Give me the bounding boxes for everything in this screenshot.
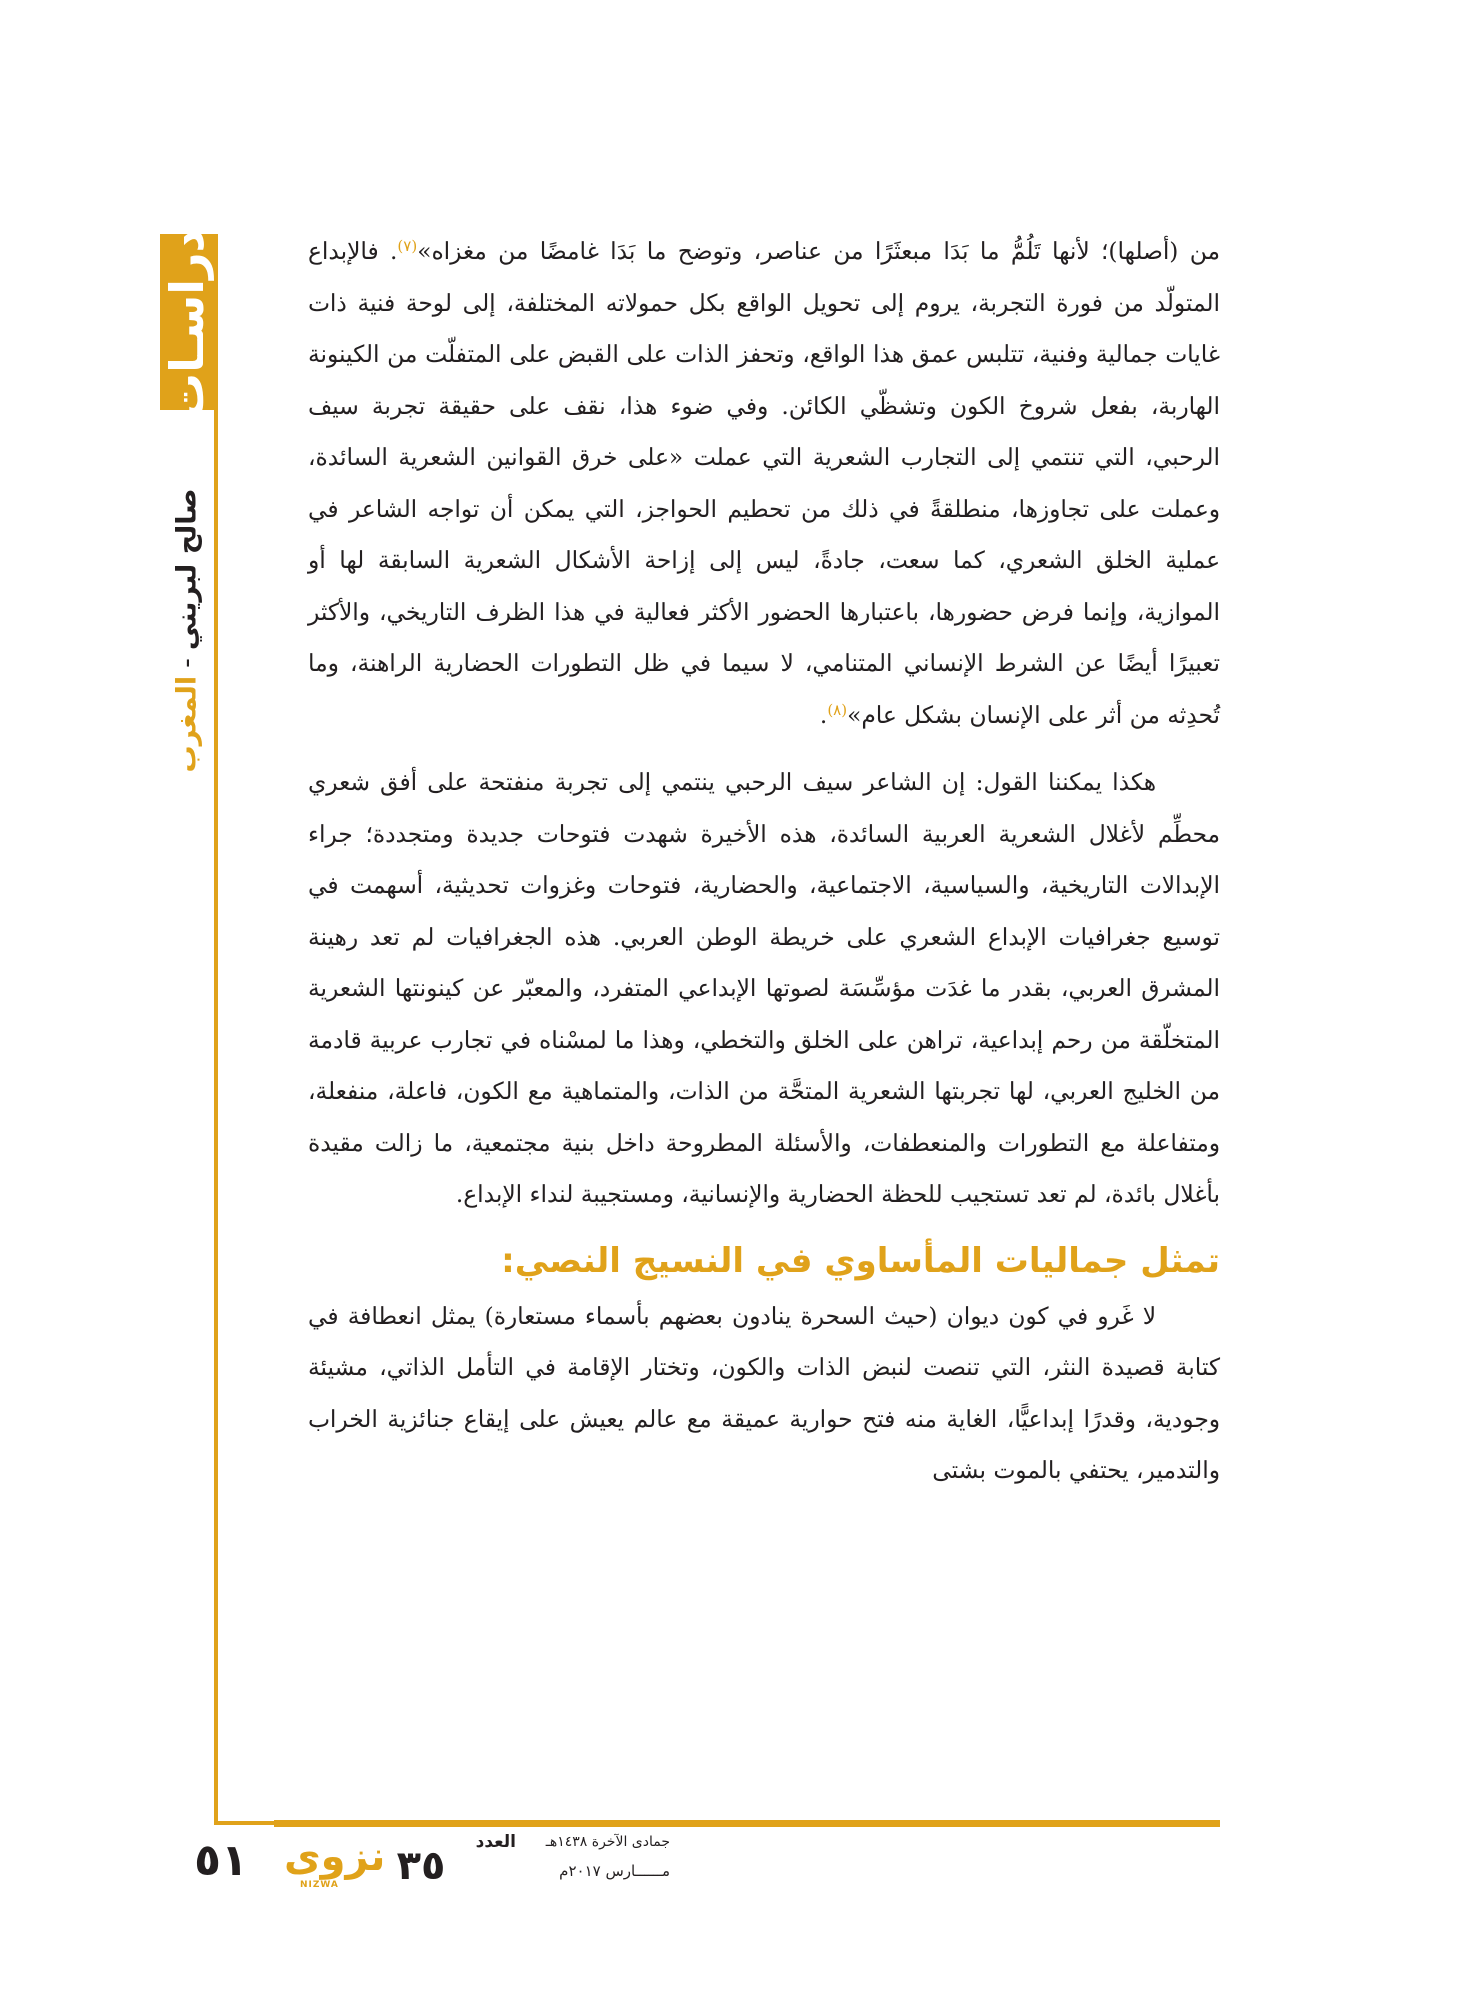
paragraph [308, 226, 1220, 741]
paragraph-text: من (أصلها)؛ لأنها تَلُمُّ ما بَدَا مبعثَرًا من عناصر، وتوضح ما بَدَا غامضًا من مغزاه» [417, 238, 1220, 265]
section-tag-label: دراسـات [160, 228, 214, 420]
issue-date-gregorian: مــــــارس ٢٠١٧م [559, 1862, 670, 1880]
page-number: ٥١ [194, 1835, 248, 1886]
footnote-ref: (٨) [827, 700, 848, 719]
issue-label: العدد [475, 1832, 516, 1852]
article-body [308, 226, 1220, 1497]
frame-foot-rule [214, 1821, 274, 1825]
author-country: المغرب [171, 675, 203, 773]
author-line [160, 420, 214, 840]
issue-number: ٣٥ [396, 1843, 446, 1889]
footnote-ref: (٧) [397, 237, 418, 255]
issue-date-hijri: جمادى الآخرة ١٤٣٨هـ [545, 1834, 670, 1850]
section-heading: تمثل جماليات المأساوي في النسيج النصي: [501, 1240, 1220, 1281]
paragraph-text: . [819, 701, 828, 729]
section-tag [160, 228, 214, 420]
paragraph-text: . فالإبداع المتولّد من فورة التجربة، يروم إلى تحويل الواقع بكل حمولاته المختلفة، إلى لوحة فنية ذات غايات جمالية وفنية، تتلبس عمق هذا الواقع، وتحفز الذات على القبض على المتفلّت من الكينونة الهاربة، بفعل شروخ الكون وتشظّي الكائن. وفي ضوء هذا، نقف على حقيقة تجربة سيف الرحبي، التي تنتمي إلى التجارب الشعرية التي عملت «على خرق القوانين الشعرية السائدة، وعملت على تجاوزها، منطلقةً في ذلك من تحطيم الحواجز، التي يمكن أن تواجه الشاعر في عملية الخلق الشعري، كما سعت، جادةً، ليس إلى إزاحة الأشكال الشعرية السابقة لها أو الموازية، وإنما فرض حضورها، باعتبارها الحضور الأكثر فعالية في هذا الظرف التاريخي، والأكثر تعبيرًا أيضًا عن الشرط الإنساني المتنامي، لا سيما في ظل التطورات الحضارية الراهنة، وما تُحدِثه من أثر على الإنسان بشكل عام» [308, 238, 1220, 729]
paragraph: لا غَرو في كون ديوان (حيث السحرة ينادون بعضهم بأسماء مستعارة) يمثل انعطافة في كتابة قصيدة النثر، التي تنصت لنبض الذات والكون، وتختار الإقامة في التأمل الذاتي، مشيئة وجودية، وقدرًا إبداعيًّا، الغاية منه فتح حوارية عميقة مع عالم يعيش على إيقاع جنائزية الخراب والتدمير، يحتفي بالموت بشتى [308, 1302, 1220, 1484]
paragraph: هكذا يمكننا القول: إن الشاعر سيف الرحبي ينتمي إلى تجربة منفتحة على أفق شعري محطِّم لأغلال الشعرية العربية السائدة، هذه الأخيرة شهدت فتوحات جديدة ومتجددة؛ جراء الإبدالات التاريخية، والسياسية، الاجتماعية، والحضارية، فتوحات وغزوات تحديثية، أسهمت في توسيع جغرافيات الإبداع الشعري على خريطة الوطن العربي. هذه الجغرافيات لم تعد رهينة المشرق العربي، بقدر ما غدَت مؤسِّسَة لصوتها الإبداعي المتفرد، والمعبّر عن كينونتها الشعرية المتخلّقة من رحم إبداعية، تراهن على الخلق والتخطي، وهذا ما لمسْناه في تجارب عربية قادمة من الخليج العربي، لها تجربتها الشعرية المتحَّة من الذات، والمتماهية مع الكون، فاعلة، منفعلة، ومتفاعلة مع التطورات والمنعطفات، والأسئلة المطروحة داخل بنية مجتمعية، ما زالت مقيدة بأغلال بائدة، لم تعد تستجيب للحظة الحضارية والإنسانية، ومستجيبة لنداء الإبداع. [308, 769, 1220, 1208]
footer-rule [274, 1820, 1220, 1827]
author-name: صالح لبريني [171, 487, 203, 650]
magazine-logo: نزوى [284, 1834, 386, 1880]
magazine-logo-latin: NIZWA [300, 1880, 339, 1890]
author-separator: - [171, 657, 203, 668]
frame-vertical-rule [214, 234, 218, 1824]
